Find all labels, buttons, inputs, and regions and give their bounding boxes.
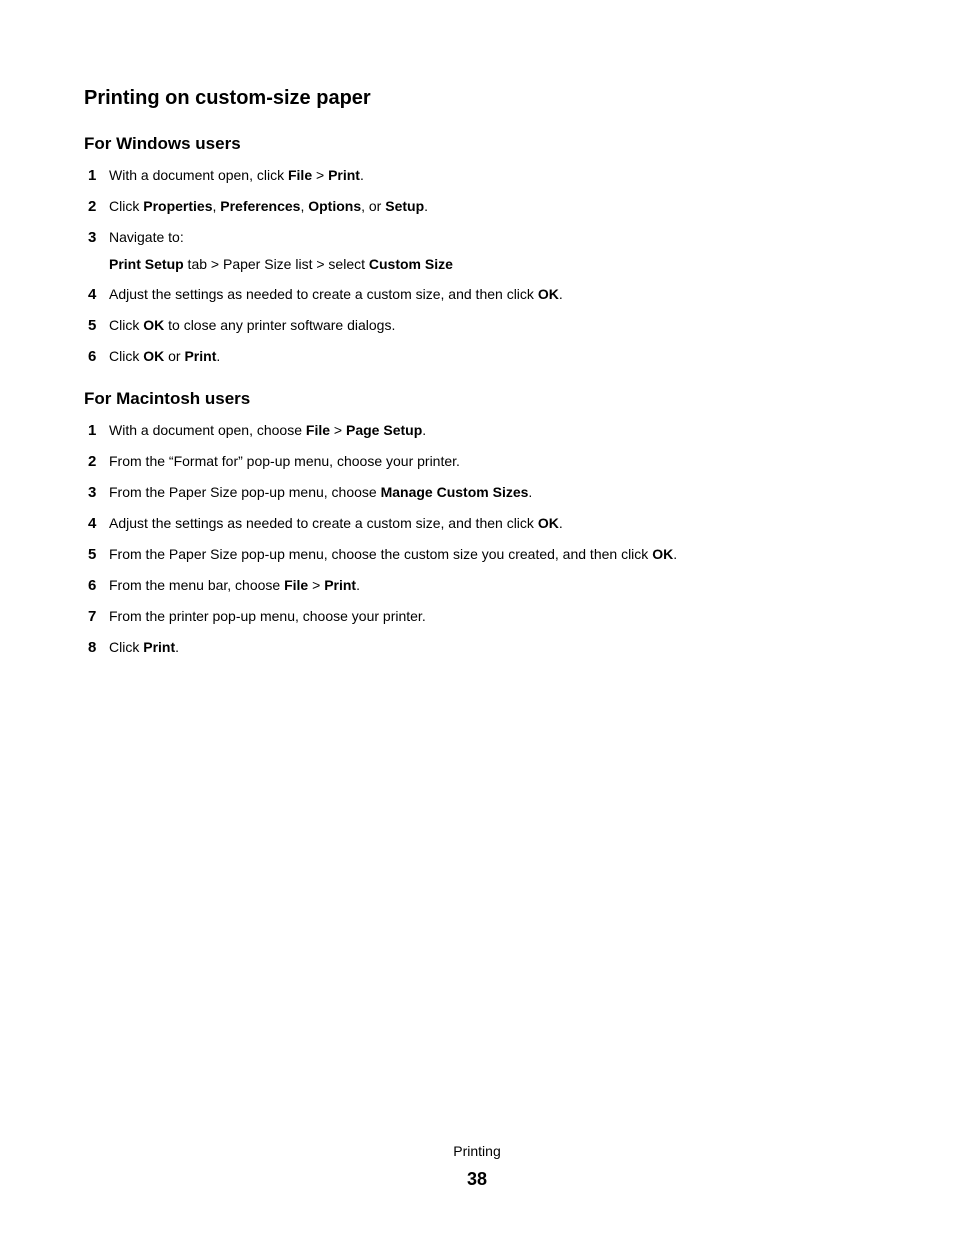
text-run: > [330,422,346,438]
windows-step-1 [88,165,364,186]
text-run: . [673,546,678,562]
text-run: Navigate to: [109,229,184,245]
bold-term: Print [324,577,357,593]
mac-step-8 [88,637,179,658]
windows-step-3 [88,227,184,248]
step-number: 2 [88,198,97,215]
step-number: 7 [88,608,97,625]
windows-step-3-navigation-path [109,254,453,274]
section-heading-macintosh: For Macintosh users [84,389,251,408]
windows-step-2 [88,196,428,217]
step-text [109,484,532,500]
step-text [109,198,428,214]
bold-term: File [305,422,331,438]
step-text [109,453,460,469]
mac-step-7 [88,606,426,627]
mac-step-3 [88,482,532,503]
bold-term: Print [328,167,360,183]
text-run: From the “Format for” pop-up menu, choose your printer. [109,453,460,469]
bold-term: Print [184,348,217,364]
text-run: . [558,286,563,302]
step-number: 4 [88,515,97,532]
bold-term: OK [143,348,165,364]
step-number: 5 [88,546,97,563]
text-run: . [424,198,429,214]
step-number: 1 [88,422,97,439]
bold-term: Manage Custom Sizes [380,484,529,500]
bold-term: Print [143,639,176,655]
text-run: Click [109,639,144,655]
step-text [109,422,426,438]
step-number: 3 [88,229,97,246]
text-run: > [308,577,325,593]
step-number: 6 [88,348,97,365]
bold-term: OK [537,515,559,531]
text-run: Adjust the settings as needed to create a custom size, and then click [109,286,538,302]
mac-step-1 [88,420,426,441]
text-run: . [528,484,533,500]
text-run: With a document open, choose [109,422,306,438]
step-text [109,639,179,655]
step-number: 4 [88,286,97,303]
step-text [109,317,395,333]
bold-term: OK [537,286,559,302]
step-number: 6 [88,577,97,594]
text-run: . [558,515,563,531]
step-number: 2 [88,453,97,470]
text-run: . [216,348,221,364]
text-run: Click [109,198,144,214]
bold-term: Setup [385,198,425,214]
step-text [109,608,426,624]
mac-step-4 [88,513,563,534]
text-run: to close any printer software dialogs. [164,317,396,333]
mac-step-2 [88,451,460,472]
text-run: Click [109,348,144,364]
bold-term: Custom Size [368,256,453,272]
bold-term: File [287,167,313,183]
bold-term: Properties [143,198,213,214]
text-run: or [164,348,185,364]
text-run: , [212,198,221,214]
bold-term: Options [308,198,362,214]
text-run: , [300,198,309,214]
step-text [109,286,563,302]
text-run: With a document open, click [109,167,288,183]
step-text [109,546,677,562]
windows-step-5 [88,315,395,336]
step-number: 3 [88,484,97,501]
text-run: From the Paper Size pop-up menu, choose the custom size you created, and then click [109,546,653,562]
section-heading-windows: For Windows users [84,134,241,153]
footer-section-name: Printing [453,1143,501,1159]
text-run: From the menu bar, choose [109,577,285,593]
windows-step-4 [88,284,563,305]
text-run: . [175,639,180,655]
page-title: Printing on custom-size paper [84,87,371,109]
page-number: 38 [466,1169,488,1189]
step-number: 8 [88,639,97,656]
mac-step-5 [88,544,677,565]
bold-term: File [284,577,309,593]
step-text [109,348,220,364]
text-run: Adjust the settings as needed to create a custom size, and then click [109,515,538,531]
text-run: tab > Paper Size list > select [183,256,369,272]
mac-step-6 [88,575,360,596]
text-run: , or [361,198,386,214]
text-run: Click [109,317,144,333]
step-text [109,515,563,531]
text-run: . [356,577,360,593]
step-text [109,577,360,593]
text-run: . [422,422,427,438]
step-text [109,167,364,183]
step-number: 1 [88,167,97,184]
text-run: From the Paper Size pop-up menu, choose [109,484,381,500]
bold-term: OK [652,546,674,562]
text-run: From the printer pop-up menu, choose your printer. [109,608,426,624]
windows-step-6 [88,346,220,367]
text-run: . [359,167,364,183]
step-text [109,229,184,245]
text-run: > [312,167,329,183]
bold-term: Print Setup [109,256,184,272]
bold-term: Page Setup [346,422,423,438]
bold-term: Preferences [220,198,301,214]
step-number: 5 [88,317,97,334]
bold-term: OK [143,317,165,333]
